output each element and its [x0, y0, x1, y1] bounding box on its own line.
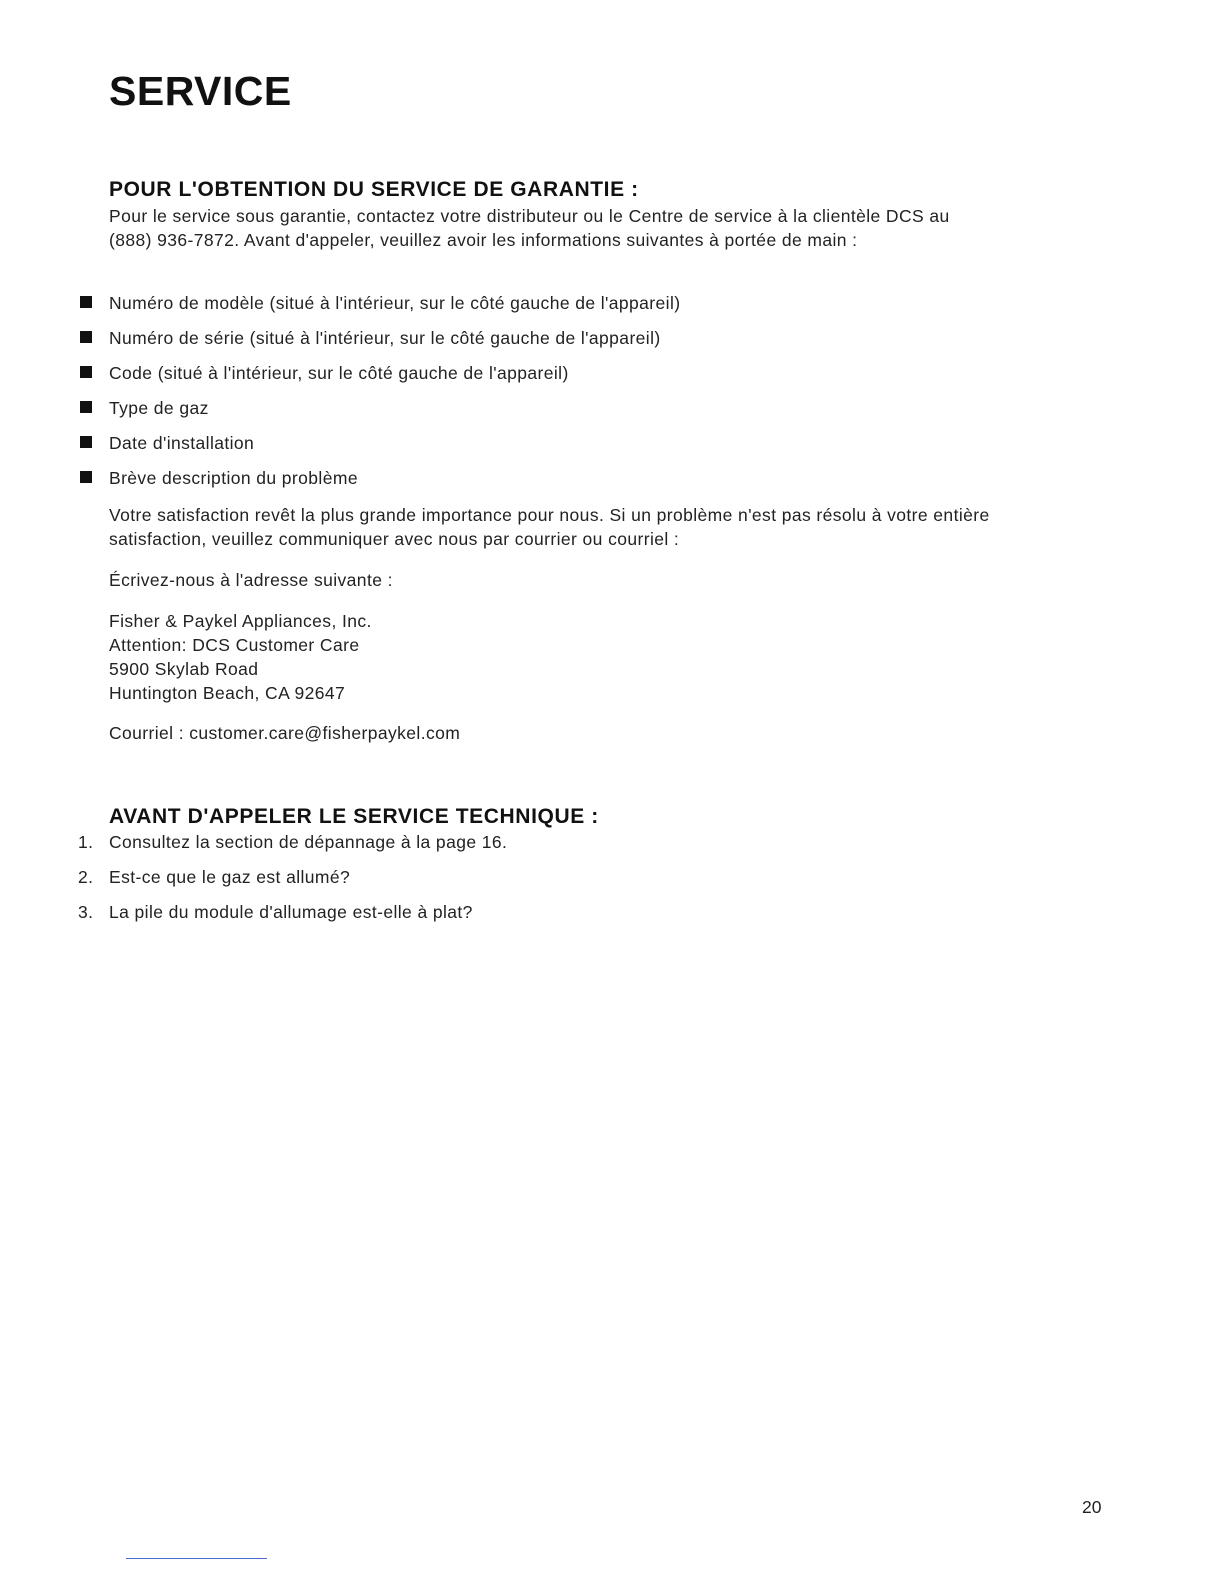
- list-item: [0, 865, 1000, 900]
- list-item-text: Brève description du problème: [109, 468, 358, 488]
- list-item: [0, 431, 1000, 466]
- warranty-intro-line: (888) 936-7872. Avant d'appeler, veuillez avoir les informations suivantes à portée de main :: [109, 230, 858, 250]
- list-item-text: Numéro de série (situé à l'intérieur, sur le côté gauche de l'appareil): [109, 328, 661, 348]
- list-item-text: Date d'installation: [109, 433, 255, 453]
- list-item-number: 2.: [78, 867, 94, 887]
- address-line: 5900 Skylab Road: [109, 659, 259, 679]
- list-item: [0, 291, 1000, 326]
- square-bullet-icon: [80, 366, 92, 378]
- square-bullet-icon: [80, 331, 92, 343]
- email-line: Courriel : customer.care@fisherpaykel.com: [109, 723, 461, 743]
- list-item-text: Est-ce que le gaz est allumé?: [109, 867, 351, 887]
- warranty-intro-line: Pour le service sous garantie, contactez votre distributeur ou le Centre de service à la clientèle DCS au: [109, 206, 950, 226]
- before-call-heading: AVANT D'APPELER LE SERVICE TECHNIQUE :: [109, 805, 599, 828]
- satisfaction-line: satisfaction, veuillez communiquer avec nous par courrier ou courriel :: [109, 529, 680, 549]
- square-bullet-icon: [80, 436, 92, 448]
- satisfaction-line: Votre satisfaction revêt la plus grande importance pour nous. Si un problème n'est pas résolu à votre entière: [109, 505, 990, 525]
- page-title: SERVICE: [109, 68, 292, 114]
- page-number: 20: [1082, 1497, 1102, 1517]
- list-item-text: La pile du module d'allumage est-elle à plat?: [109, 902, 473, 922]
- list-item-text: Consultez la section de dépannage à la page 16.: [109, 832, 508, 852]
- list-item-text: Code (situé à l'intérieur, sur le côté gauche de l'appareil): [109, 363, 569, 383]
- list-item: [0, 396, 1000, 431]
- square-bullet-icon: [80, 296, 92, 308]
- address-line: Attention: DCS Customer Care: [109, 635, 360, 655]
- list-item-text: Numéro de modèle (situé à l'intérieur, sur le côté gauche de l'appareil): [109, 293, 681, 313]
- warranty-info-list: [0, 291, 1000, 501]
- footer-divider: [126, 1558, 267, 1559]
- square-bullet-icon: [80, 401, 92, 413]
- list-item-number: 1.: [78, 832, 94, 852]
- warranty-intro: [109, 204, 950, 252]
- list-item: [0, 830, 1000, 865]
- satisfaction-paragraph: [109, 503, 990, 551]
- list-item-text: Type de gaz: [109, 398, 209, 418]
- before-call-list: [0, 830, 1000, 935]
- list-item: [0, 326, 1000, 361]
- warranty-heading: POUR L'OBTENTION DU SERVICE DE GARANTIE :: [109, 178, 639, 201]
- mailing-address: [109, 609, 372, 705]
- list-item: [0, 361, 1000, 396]
- list-item: [0, 900, 1000, 935]
- address-line: Fisher & Paykel Appliances, Inc.: [109, 611, 372, 631]
- address-line: Huntington Beach, CA 92647: [109, 683, 346, 703]
- square-bullet-icon: [80, 471, 92, 483]
- write-us-text: Écrivez-nous à l'adresse suivante :: [109, 570, 393, 590]
- list-item-number: 3.: [78, 902, 94, 922]
- list-item: [0, 466, 1000, 501]
